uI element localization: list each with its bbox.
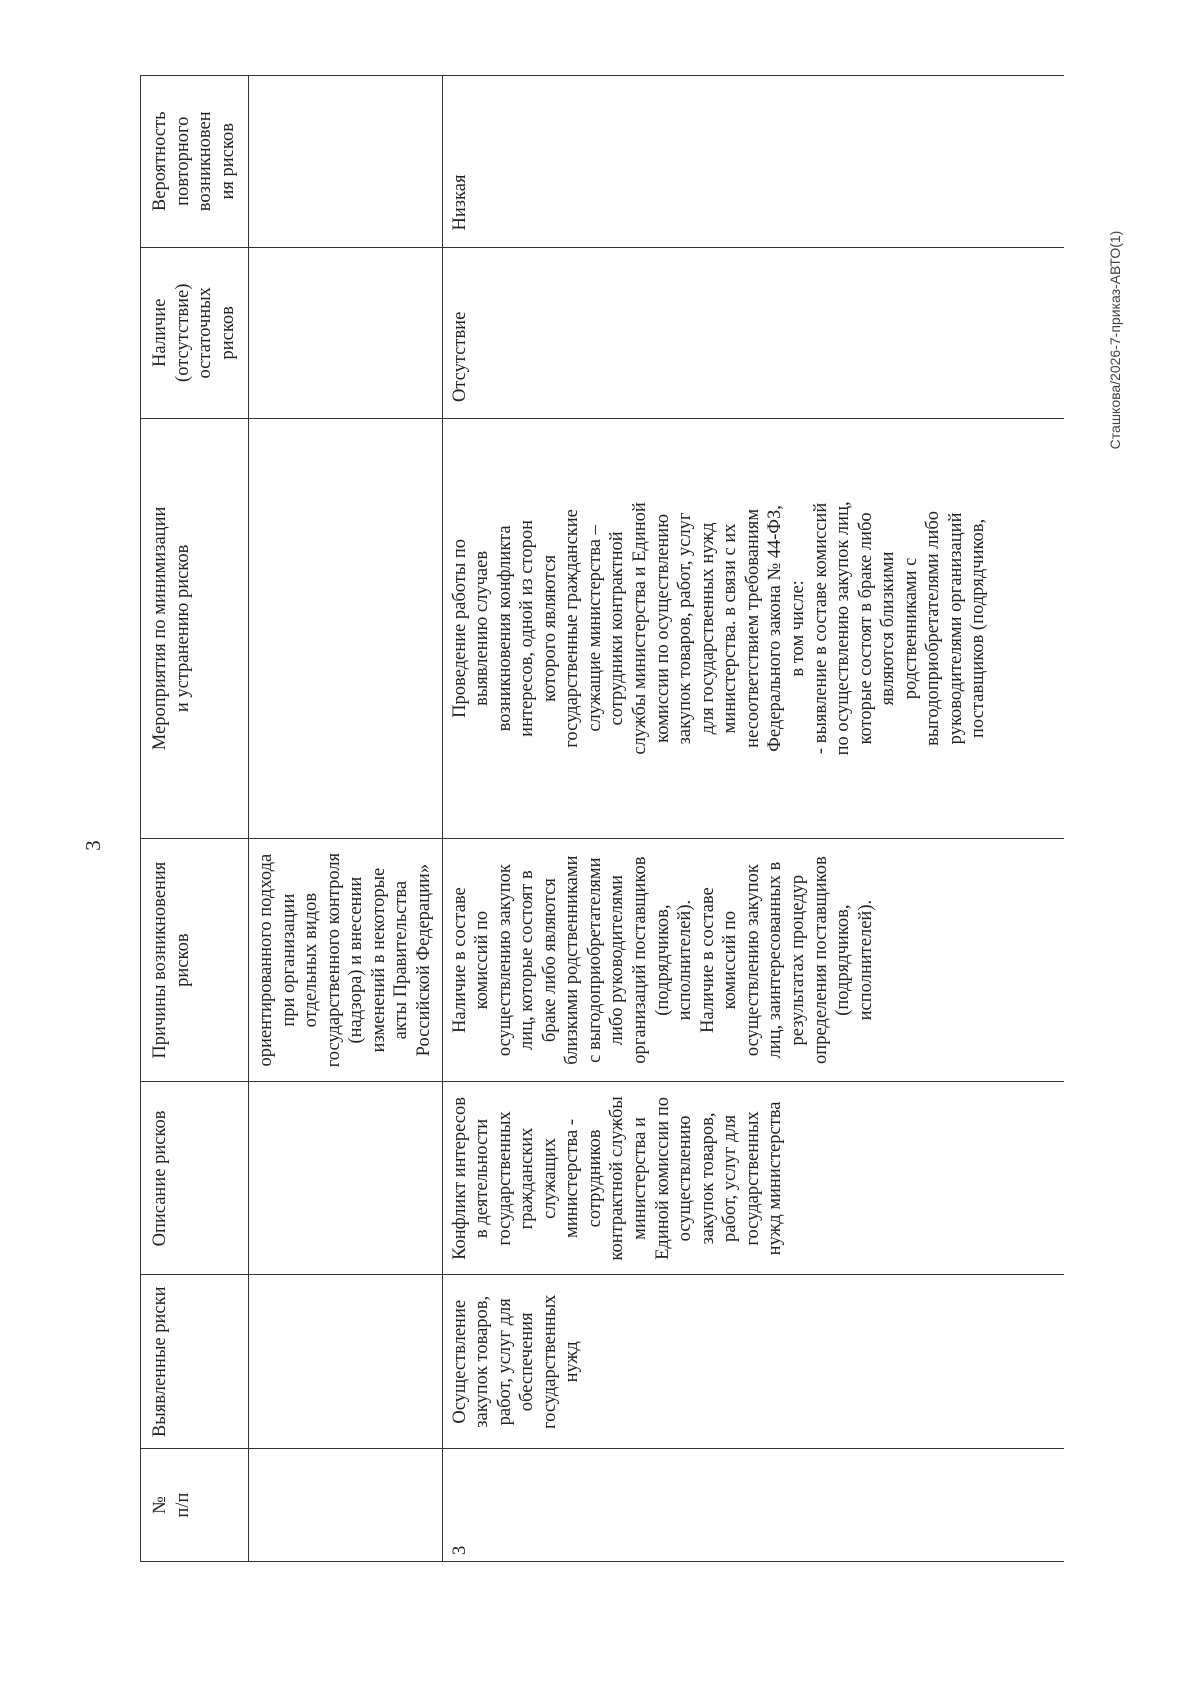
header-risk-description-text: Описание рисков [150,1110,170,1247]
header-risk-causes [141,838,249,1082]
header-measures [141,419,249,839]
cell-causes-text: ориентированного подхода при организации отдельных видов государственного контроля (надзора) и внесении изменений в некоторые акты Правительства Российской Федерации» [256,852,434,1068]
cell-causes [249,838,443,1082]
page-number: 3 [80,840,105,851]
cell-risk [442,1275,1064,1449]
header-measures-text: Мероприятия по минимизации и устранению рисков [150,506,193,751]
cell-num [249,1449,443,1562]
cell-description-text: Конфликт интересов в деятельности государственных гражданских служащих министерства - сотрудников контрактной службы министерства и Единой комиссии по осуществлению закупок товаров, работ, услуг для государственных нужд министерства [449,1096,786,1261]
header-recurrence-probability [141,76,249,248]
document-reference-text: Сташкова/2026-7-приказ-АВТО(1) [1107,230,1123,450]
risk-table-rotated [140,75,1064,1562]
risk-table [140,75,1064,1562]
cell-description [249,1082,443,1275]
cell-residual [249,247,443,419]
table-row-3 [442,76,1064,1562]
risk-table-container [140,75,1064,1562]
cell-risk [249,1275,443,1449]
cell-measures [442,419,1064,839]
header-risk-causes-text: Причины возникновения рисков [150,861,193,1059]
header-identified-risks-text: Выявленные риски [150,1286,170,1438]
table-row-continuation [249,76,443,1562]
cell-num [442,1449,1064,1562]
cell-probability-text: Низкая [449,174,470,231]
cell-num-text: 3 [449,1545,470,1555]
header-recurrence-probability-text: Вероятность повторного возникновен ия рисков [150,111,238,212]
header-num [141,1449,249,1562]
cell-causes [442,838,1064,1082]
cell-description [442,1082,1064,1275]
cell-residual [442,247,1064,419]
cell-causes-text: Наличие в составе комиссий по осуществлению закупок лиц, которые состоят в браке либо являются близкими родственниками с выгодоприобретателями либо руководителями организаций поставщиков (подрядчиков, исполнителей). Наличие в составе комиссий по осуществлению закупок лиц, заинтересованных в результатах процедур определения поставщиков (подрядчиков, исполнителей). [449,855,876,1065]
header-risk-description [141,1082,249,1275]
cell-risk-text: Осуществление закупок товаров, работ, услуг для обеспечения государственных нужд [449,1294,583,1429]
cell-probability [442,76,1064,248]
header-num-text: № п/п [150,1492,193,1518]
table-header-row [141,76,249,1562]
cell-probability [249,76,443,248]
header-residual-risks [141,247,249,419]
cell-measures-text: Проведение работы по выявлению случаев возникновения конфликта интересов, одной из сторон которого являются государственные гражданские служащие министерства – сотрудники контрактной службы министерства и Единой комиссии по осуществлению закупок товаров, работ, услуг для государственных нужд министерства. в связи с их несоответствием требованиям Федерального закона № 44-ФЗ, в том числе: - выявление в составе комиссий по осуществлению закупок лиц, которые состоят в браке либо являются близкими родственниками с выгодоприобретателями либо руководителями организаций поставщиков (подрядчиков, [449,501,989,756]
cell-residual-text: Отсутствие [449,311,470,403]
header-residual-risks-text: Наличие (отсутствие) остаточных рисков [150,283,238,382]
cell-measures [249,419,443,839]
header-identified-risks [141,1275,249,1449]
